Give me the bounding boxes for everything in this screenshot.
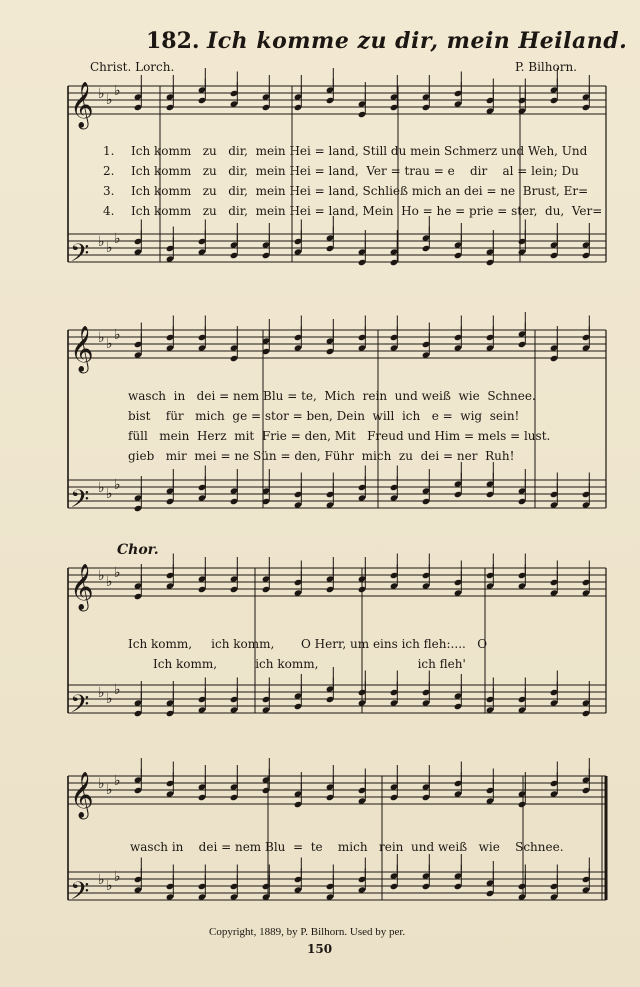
page-number: 150 bbox=[307, 942, 333, 956]
flat-sign: ♭ bbox=[106, 878, 113, 894]
flat-sign: ♭ bbox=[106, 782, 113, 798]
flat-sign: ♭ bbox=[98, 330, 105, 346]
flat-sign: ♭ bbox=[114, 477, 121, 493]
flat-sign: ♭ bbox=[106, 574, 113, 590]
verse-lyric: füll mein Herz mit Frie = den, Mit Freud und Him = mels = lust. bbox=[128, 429, 551, 443]
flat-sign: ♭ bbox=[106, 691, 113, 707]
verse-lyric: Ich komm zu dir, mein Hei = land, Schließ mich an dei = ne Brust, Er= bbox=[131, 184, 589, 198]
hymn-number: 182. bbox=[146, 28, 200, 54]
bass-clef: 𝄢 bbox=[70, 485, 90, 520]
flat-sign: ♭ bbox=[114, 682, 121, 698]
flat-sign: ♭ bbox=[98, 872, 105, 888]
composer: P. Bilhorn. bbox=[515, 60, 577, 74]
verse-number: 3. bbox=[103, 184, 115, 198]
bass-clef: 𝄢 bbox=[70, 877, 90, 912]
flat-sign: ♭ bbox=[98, 776, 105, 792]
verse-lyric: wasch in dei = nem Blu = te, Mich rein und weiß wie Schnee. bbox=[128, 389, 536, 403]
bass-clef: 𝄢 bbox=[70, 239, 90, 274]
flat-sign: ♭ bbox=[98, 568, 105, 584]
verse-number: 4. bbox=[103, 204, 115, 218]
copyright-notice: Copyright, 1889, by P. Bilhorn. Used by per. bbox=[209, 926, 406, 938]
flat-sign: ♭ bbox=[114, 773, 121, 789]
treble-clef: 𝄞 bbox=[70, 326, 94, 372]
flat-sign: ♭ bbox=[98, 480, 105, 496]
flat-sign: ♭ bbox=[98, 234, 105, 250]
verse-number: 1. bbox=[103, 144, 115, 158]
flat-sign: ♭ bbox=[106, 240, 113, 256]
flat-sign: ♭ bbox=[98, 685, 105, 701]
flat-sign: ♭ bbox=[114, 83, 121, 99]
flat-sign: ♭ bbox=[114, 327, 121, 343]
flat-sign: ♭ bbox=[114, 231, 121, 247]
flat-sign: ♭ bbox=[98, 86, 105, 102]
flat-sign: ♭ bbox=[106, 486, 113, 502]
flat-sign: ♭ bbox=[106, 336, 113, 352]
verse-number: 2. bbox=[103, 164, 115, 178]
verse-lyric: Ich komm zu dir, mein Hei = land, Still du mein Schmerz und Weh, Und bbox=[131, 144, 588, 158]
verse-lyric: wasch in dei = nem Blu = te mich rein und weiß wie Schnee. bbox=[130, 840, 564, 854]
lyricist: Christ. Lorch. bbox=[90, 60, 175, 74]
hymn-title: Ich komme zu dir, mein Heiland. bbox=[207, 28, 628, 54]
chorus-lyric: Ich komm, ich komm, ich fleh' bbox=[153, 657, 466, 671]
chorus-lyric: Ich komm, ich komm, O Herr, um eins ich fleh:.... O bbox=[128, 637, 488, 651]
verse-lyric: Ich komm zu dir, mein Hei = land, Mein Ho = he = prie = ster, du, Ver= bbox=[131, 204, 603, 218]
verse-lyric: Ich komm zu dir, mein Hei = land, Ver = trau = e dir al = lein; Du bbox=[131, 164, 579, 178]
treble-clef: 𝄞 bbox=[70, 82, 94, 128]
verse-lyric: gieb mir mei = ne Sün = den, Führ mich zu dei = ner Ruh! bbox=[128, 449, 515, 463]
flat-sign: ♭ bbox=[106, 92, 113, 108]
flat-sign: ♭ bbox=[114, 869, 121, 885]
bass-clef: 𝄢 bbox=[70, 690, 90, 725]
flat-sign: ♭ bbox=[114, 565, 121, 581]
verse-lyric: bist für mich ge = stor = ben, Dein will ich e = wig sein! bbox=[128, 409, 520, 423]
chorus-label: Chor. bbox=[117, 542, 159, 558]
treble-clef: 𝄞 bbox=[70, 772, 94, 818]
treble-clef: 𝄞 bbox=[70, 564, 94, 610]
